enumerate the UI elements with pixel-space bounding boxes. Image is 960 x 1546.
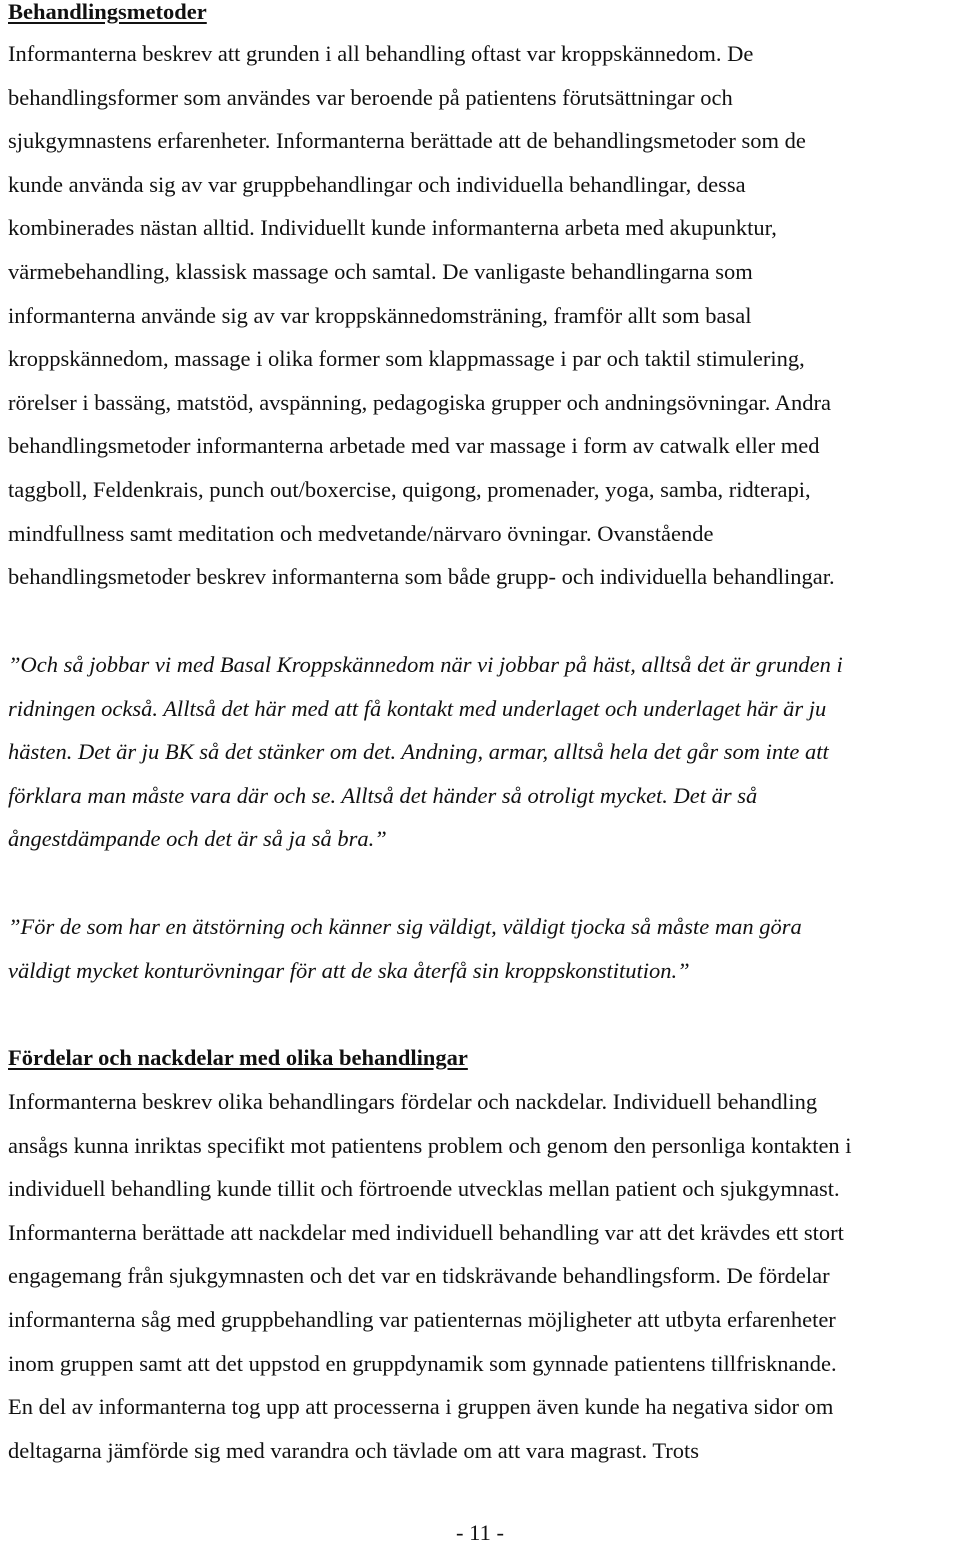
quote-line: ”Och så jobbar vi med Basal Kroppskännedom när vi jobbar på häst, alltså det är grunden i bbox=[8, 652, 843, 677]
text-line: En del av informanterna tog upp att processerna i gruppen även kunde ha negativa sidor om bbox=[8, 1394, 834, 1420]
page-number: - 11 - bbox=[456, 1520, 504, 1545]
section-heading-fordelar-nackdelar: Fördelar och nackdelar med olika behandlingar bbox=[8, 1045, 468, 1070]
quote-line: förklara man måste vara där och se. Alltså det händer så otroligt mycket. Det är så bbox=[8, 782, 758, 808]
text-line: Informanterna beskrev att grunden i all behandling oftast var kroppskännedom. De bbox=[8, 41, 754, 66]
text-line: ansågs kunna inriktas specifikt mot patientens problem och genom den personliga kontakten i bbox=[8, 1132, 852, 1158]
text-line: engagemang från sjukgymnasten och det var en tidskrävande behandlingsform. De fördelar bbox=[8, 1263, 830, 1289]
text-line: deltagarna jämförde sig med varandra och tävlade om att vara magrast. Trots bbox=[8, 1437, 700, 1463]
text-line: behandlingsmetoder informanterna arbetade med var massage i form av catwalk eller med bbox=[8, 433, 820, 459]
text-line: kunde använda sig av var gruppbehandlingar och individuella behandlingar, dessa bbox=[8, 171, 746, 197]
text-line: behandlingsformer som användes var beroende på patientens förutsättningar och bbox=[8, 84, 733, 110]
quote-line: ”För de som har en ätstörning och känner sig väldigt, väldigt tjocka så måste man göra bbox=[8, 914, 802, 939]
quote-atstorning bbox=[8, 905, 802, 992]
text-line: informanterna såg med gruppbehandling var patienternas möjligheter att utbyta erfarenheter bbox=[8, 1306, 836, 1332]
text-line: kroppskännedom, massage i olika former som klappmassage i par och taktil stimulering, bbox=[8, 346, 805, 372]
text-line: Informanterna beskrev olika behandlingars fördelar och nackdelar. Individuell behandling bbox=[8, 1089, 818, 1114]
quote-line: ridningen också. Alltså det här med att få kontakt med underlaget och underlaget här är ju bbox=[8, 695, 827, 721]
text-line: taggboll, Feldenkrais, punch out/boxercise, quigong, promenader, yoga, samba, ridterapi, bbox=[8, 476, 811, 502]
quote-line: väldigt mycket konturövningar för att de ska återfå sin kroppskonstitution.” bbox=[8, 957, 690, 983]
text-line: behandlingsmetoder beskrev informanterna som både grupp- och individuella behandlingar. bbox=[8, 564, 835, 590]
text-line: kombinerades nästan alltid. Individuellt kunde informanterna arbeta med akupunktur, bbox=[8, 215, 777, 241]
quote-basal-kroppskannedom bbox=[8, 643, 843, 861]
text-line: inom gruppen samt att det uppstod en gruppdynamik som gynnade patientens tillfrisknande. bbox=[8, 1350, 837, 1376]
quote-line: hästen. Det är ju BK så det stänker om det. Andning, armar, alltså hela det går som inte att bbox=[8, 739, 829, 765]
text-line: individuell behandling kunde tillit och förtroende utvecklas mellan patient och sjukgymnast. bbox=[8, 1176, 840, 1202]
section-heading-behandlingsmetoder: Behandlingsmetoder bbox=[8, 0, 207, 24]
paragraph-behandlingsmetoder bbox=[8, 32, 835, 599]
quote-line: ångestdämpande och det är så ja så bra.” bbox=[8, 826, 387, 852]
paragraph-fordelar-nackdelar bbox=[8, 1080, 852, 1472]
text-line: mindfullness samt meditation och medvetande/närvaro övningar. Ovanstående bbox=[8, 520, 714, 546]
text-line: rörelser i bassäng, matstöd, avspänning, pedagogiska grupper och andningsövningar. Andra bbox=[8, 389, 831, 415]
text-line: värmebehandling, klassisk massage och samtal. De vanligaste behandlingarna som bbox=[8, 258, 753, 284]
text-line: sjukgymnastens erfarenheter. Informanterna berättade att de behandlingsmetoder som de bbox=[8, 128, 806, 154]
text-line: informanterna använde sig av var kroppskännedomsträning, framför allt som basal bbox=[8, 302, 752, 328]
text-line: Informanterna berättade att nackdelar med individuell behandling var att det krävdes ett stort bbox=[8, 1219, 844, 1245]
